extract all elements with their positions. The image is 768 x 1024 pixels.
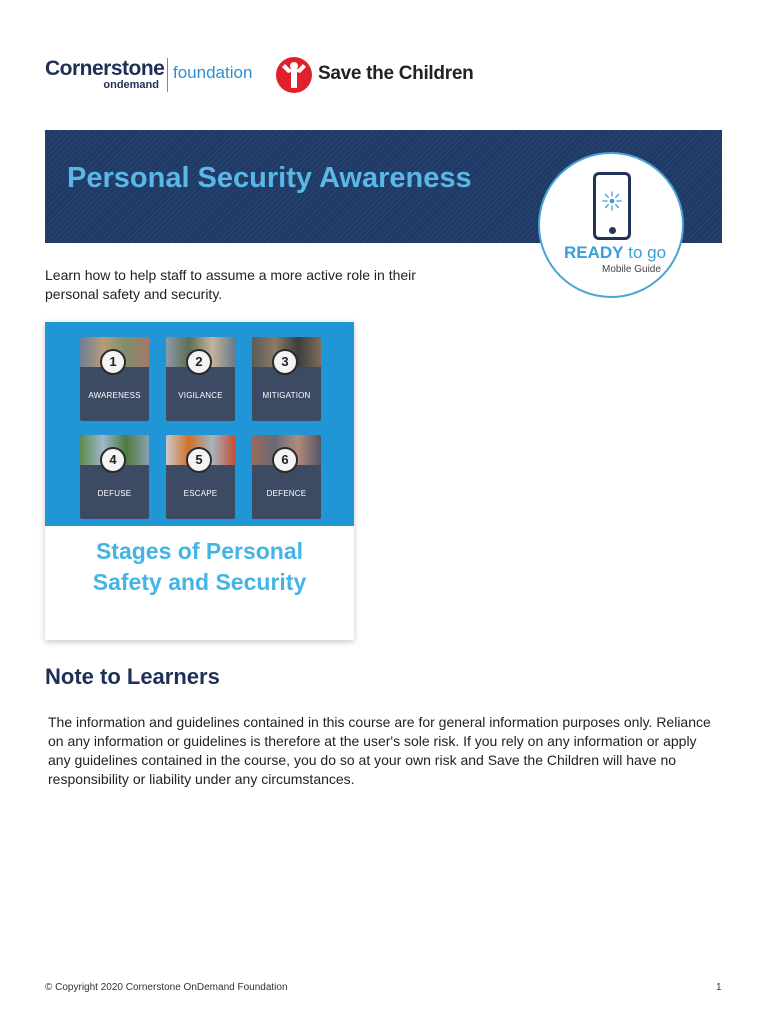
note-heading: Note to Learners xyxy=(45,664,220,689)
ondemand-logo-text: ondemand xyxy=(103,79,159,91)
stages-grid xyxy=(45,322,354,526)
badge-to-go-text: to go xyxy=(623,243,667,262)
stage-tile-mitigation xyxy=(252,337,321,421)
stages-card-title-line1: Stages of Personal xyxy=(95,538,304,564)
stage-number: 6 xyxy=(272,447,298,473)
cornerstone-logo-initial: C xyxy=(45,57,60,80)
stages-card-title xyxy=(45,536,354,598)
stage-number: 4 xyxy=(100,447,126,473)
stage-label: AWARENESS xyxy=(88,391,141,400)
stage-label: DEFUSE xyxy=(97,489,132,498)
stage-number: 2 xyxy=(186,349,212,375)
stage-number: 5 xyxy=(186,447,212,473)
stage-label: MITIGATION xyxy=(262,391,311,400)
stage-tile-awareness xyxy=(80,337,149,421)
cornerstone-ondemand-logo xyxy=(45,58,165,91)
stage-tile-escape xyxy=(166,435,235,519)
footer-copyright: © Copyright 2020 Cornerstone OnDemand Foundation xyxy=(45,982,288,993)
intro-text: Learn how to help staff to assume a more active role in their personal safety and security. xyxy=(45,267,416,302)
foundation-logo-text: foundation xyxy=(173,63,253,82)
cornerstone-logo-word: ornerstone xyxy=(59,57,165,80)
stage-label: DEFENCE xyxy=(266,489,307,498)
note-body: The information and guidelines contained in this course are for general information purposes only. Reliance on any information or guidelines is therefore at the user's sole risk. If you rely on any information or apply any guidelines contained in the course, you do so at your own risk and Save the Children will have no responsibility or liability under any circumstances. xyxy=(48,714,711,787)
save-the-children-logo-text: Save the Children xyxy=(318,63,474,84)
page-title: Personal Security Awareness xyxy=(67,162,472,194)
badge-ready-text: READY xyxy=(564,243,624,262)
sunburst-icon xyxy=(599,181,625,225)
save-the-children-icon xyxy=(275,54,313,94)
stages-card-title-line2: Safety and Security xyxy=(92,569,307,595)
stage-number: 1 xyxy=(100,349,126,375)
ready-to-go-badge xyxy=(538,152,684,298)
stage-tile-defuse xyxy=(80,435,149,519)
stage-tile-defence xyxy=(252,435,321,519)
stage-label: VIGILANCE xyxy=(178,391,223,400)
stage-number: 3 xyxy=(272,349,298,375)
stage-tile-vigilance xyxy=(166,337,235,421)
stage-label: ESCAPE xyxy=(183,489,218,498)
badge-subtitle: Mobile Guide xyxy=(602,264,661,275)
smartphone-icon xyxy=(593,172,631,240)
header-logos xyxy=(45,52,485,98)
logo-divider xyxy=(167,58,168,92)
page-number: 1 xyxy=(716,982,722,993)
stages-card xyxy=(45,322,354,640)
